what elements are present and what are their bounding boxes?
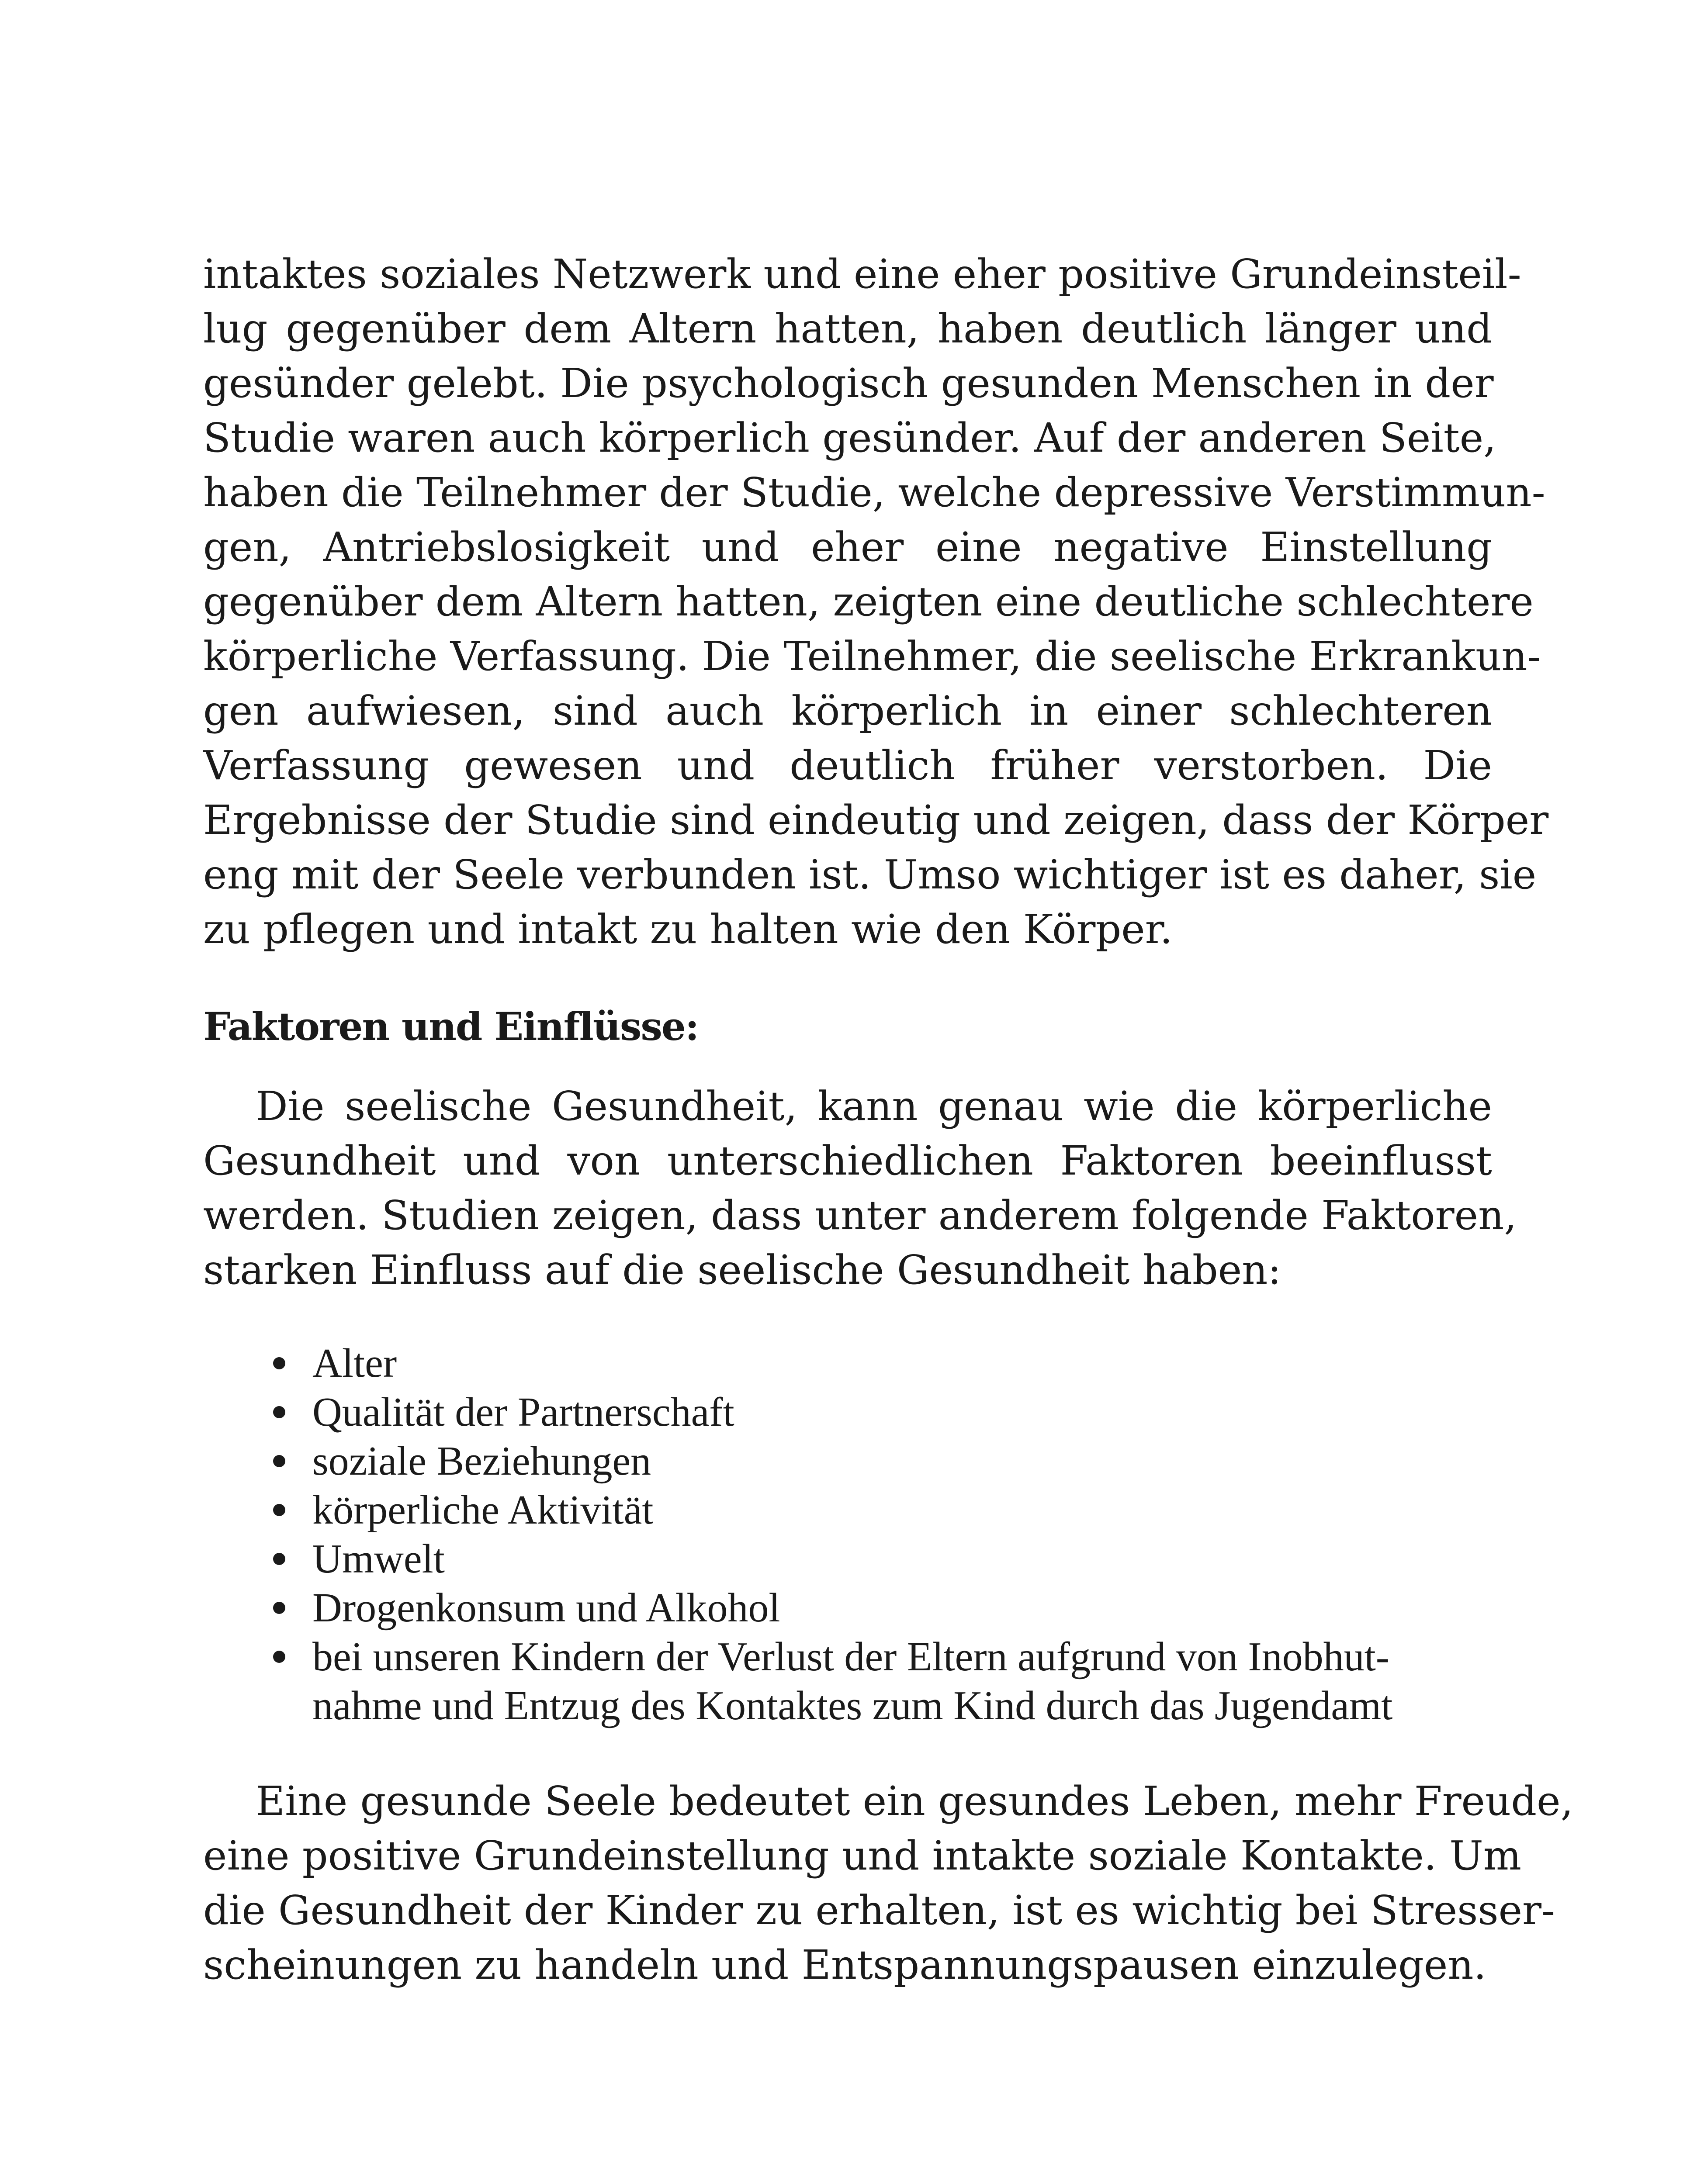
bullet-icon xyxy=(273,1553,285,1565)
text-line: gesünder gelebt. Die psychologisch gesunden Menschen in der xyxy=(203,360,1494,407)
list-item-text: körperliche Aktivität xyxy=(312,1487,654,1533)
bullet-icon xyxy=(273,1602,285,1614)
intro-paragraph xyxy=(203,247,1549,957)
text-line: zu pflegen und intakt zu halten wie den Körper. xyxy=(203,906,1173,953)
text-line: Eine gesunde Seele bedeutet ein gesundes Leben, mehr Freude, xyxy=(256,1778,1573,1825)
text-line: intaktes soziales Netzwerk und eine eher positive Grundeinsteil- xyxy=(203,251,1521,297)
text-line: die Gesundheit der Kinder zu erhalten, ist es wichtig bei Stresser- xyxy=(203,1887,1555,1934)
text-line: starken Einfluss auf die seelische Gesundheit haben: xyxy=(203,1247,1281,1293)
bullet-icon xyxy=(273,1455,285,1467)
bullet-icon xyxy=(273,1504,285,1516)
page-content xyxy=(203,247,1573,1992)
text-line: haben die Teilnehmer der Studie, welche depressive Verstimmun- xyxy=(203,469,1545,516)
text-line: gegenüber dem Altern hatten, zeigten eine deutliche schlechtere xyxy=(203,578,1534,625)
text-line: werden. Studien zeigen, dass unter anderem folgende Faktoren, xyxy=(203,1192,1517,1239)
text-line: Ergebnisse der Studie sind eindeutig und zeigen, dass der Körper xyxy=(203,797,1549,843)
text-line: scheinungen zu handeln und Entspannungspausen einzulegen. xyxy=(203,1942,1486,1988)
bullet-icon xyxy=(273,1651,285,1663)
list-item-text: Umwelt xyxy=(312,1536,445,1582)
list-item-text: Alter xyxy=(312,1341,397,1386)
text-line: eng mit der Seele verbunden ist. Umso wichtiger ist es daher, sie xyxy=(203,851,1537,898)
factors-paragraph xyxy=(203,1079,1517,1297)
factors-list xyxy=(203,1339,1492,1730)
text-line: gen aufwiesen, sind auch körperlich in einer schlechteren xyxy=(203,688,1492,734)
text-line: lug gegenüber dem Altern hatten, haben deutlich länger und xyxy=(203,305,1492,352)
list-item xyxy=(203,1583,1492,1632)
list-item xyxy=(203,1534,1492,1583)
text-line: gen, Antriebslosigkeit und eher eine negative Einstellung xyxy=(203,524,1492,570)
bullet-icon xyxy=(273,1357,285,1369)
list-item-text: soziale Beziehungen xyxy=(312,1438,651,1484)
list-item-text: bei unseren Kindern der Verlust der Eltern aufgrund von Inobhut- xyxy=(312,1634,1390,1679)
list-item-text: nahme und Entzug des Kontaktes zum Kind durch das Jugendamt xyxy=(312,1683,1393,1728)
text-line: Verfassung gewesen und deutlich früher verstorben. Die xyxy=(203,742,1492,789)
text-line: körperliche Verfassung. Die Teilnehmer, die seelische Erkrankun- xyxy=(203,633,1541,680)
section-heading: Faktoren und Einflüsse: xyxy=(203,1004,699,1049)
text-line: Studie waren auch körperlich gesünder. Auf der anderen Seite, xyxy=(203,415,1496,461)
text-line: Die seelische Gesundheit, kann genau wie die körperliche xyxy=(256,1083,1492,1130)
list-item xyxy=(203,1437,1492,1486)
text-line: Gesundheit und von unterschiedlichen Faktoren beeinflusst xyxy=(203,1137,1492,1184)
list-item xyxy=(203,1632,1492,1730)
list-item-text: Drogenkonsum und Alkohol xyxy=(312,1585,780,1631)
list-item-text: Qualität der Partnerschaft xyxy=(312,1389,734,1435)
list-item xyxy=(203,1388,1492,1437)
list-item xyxy=(203,1486,1492,1534)
bullet-icon xyxy=(273,1406,285,1418)
closing-paragraph xyxy=(203,1774,1573,1992)
text-line: eine positive Grundeinstellung und intakte soziale Kontakte. Um xyxy=(203,1832,1522,1879)
list-item xyxy=(203,1339,1492,1388)
